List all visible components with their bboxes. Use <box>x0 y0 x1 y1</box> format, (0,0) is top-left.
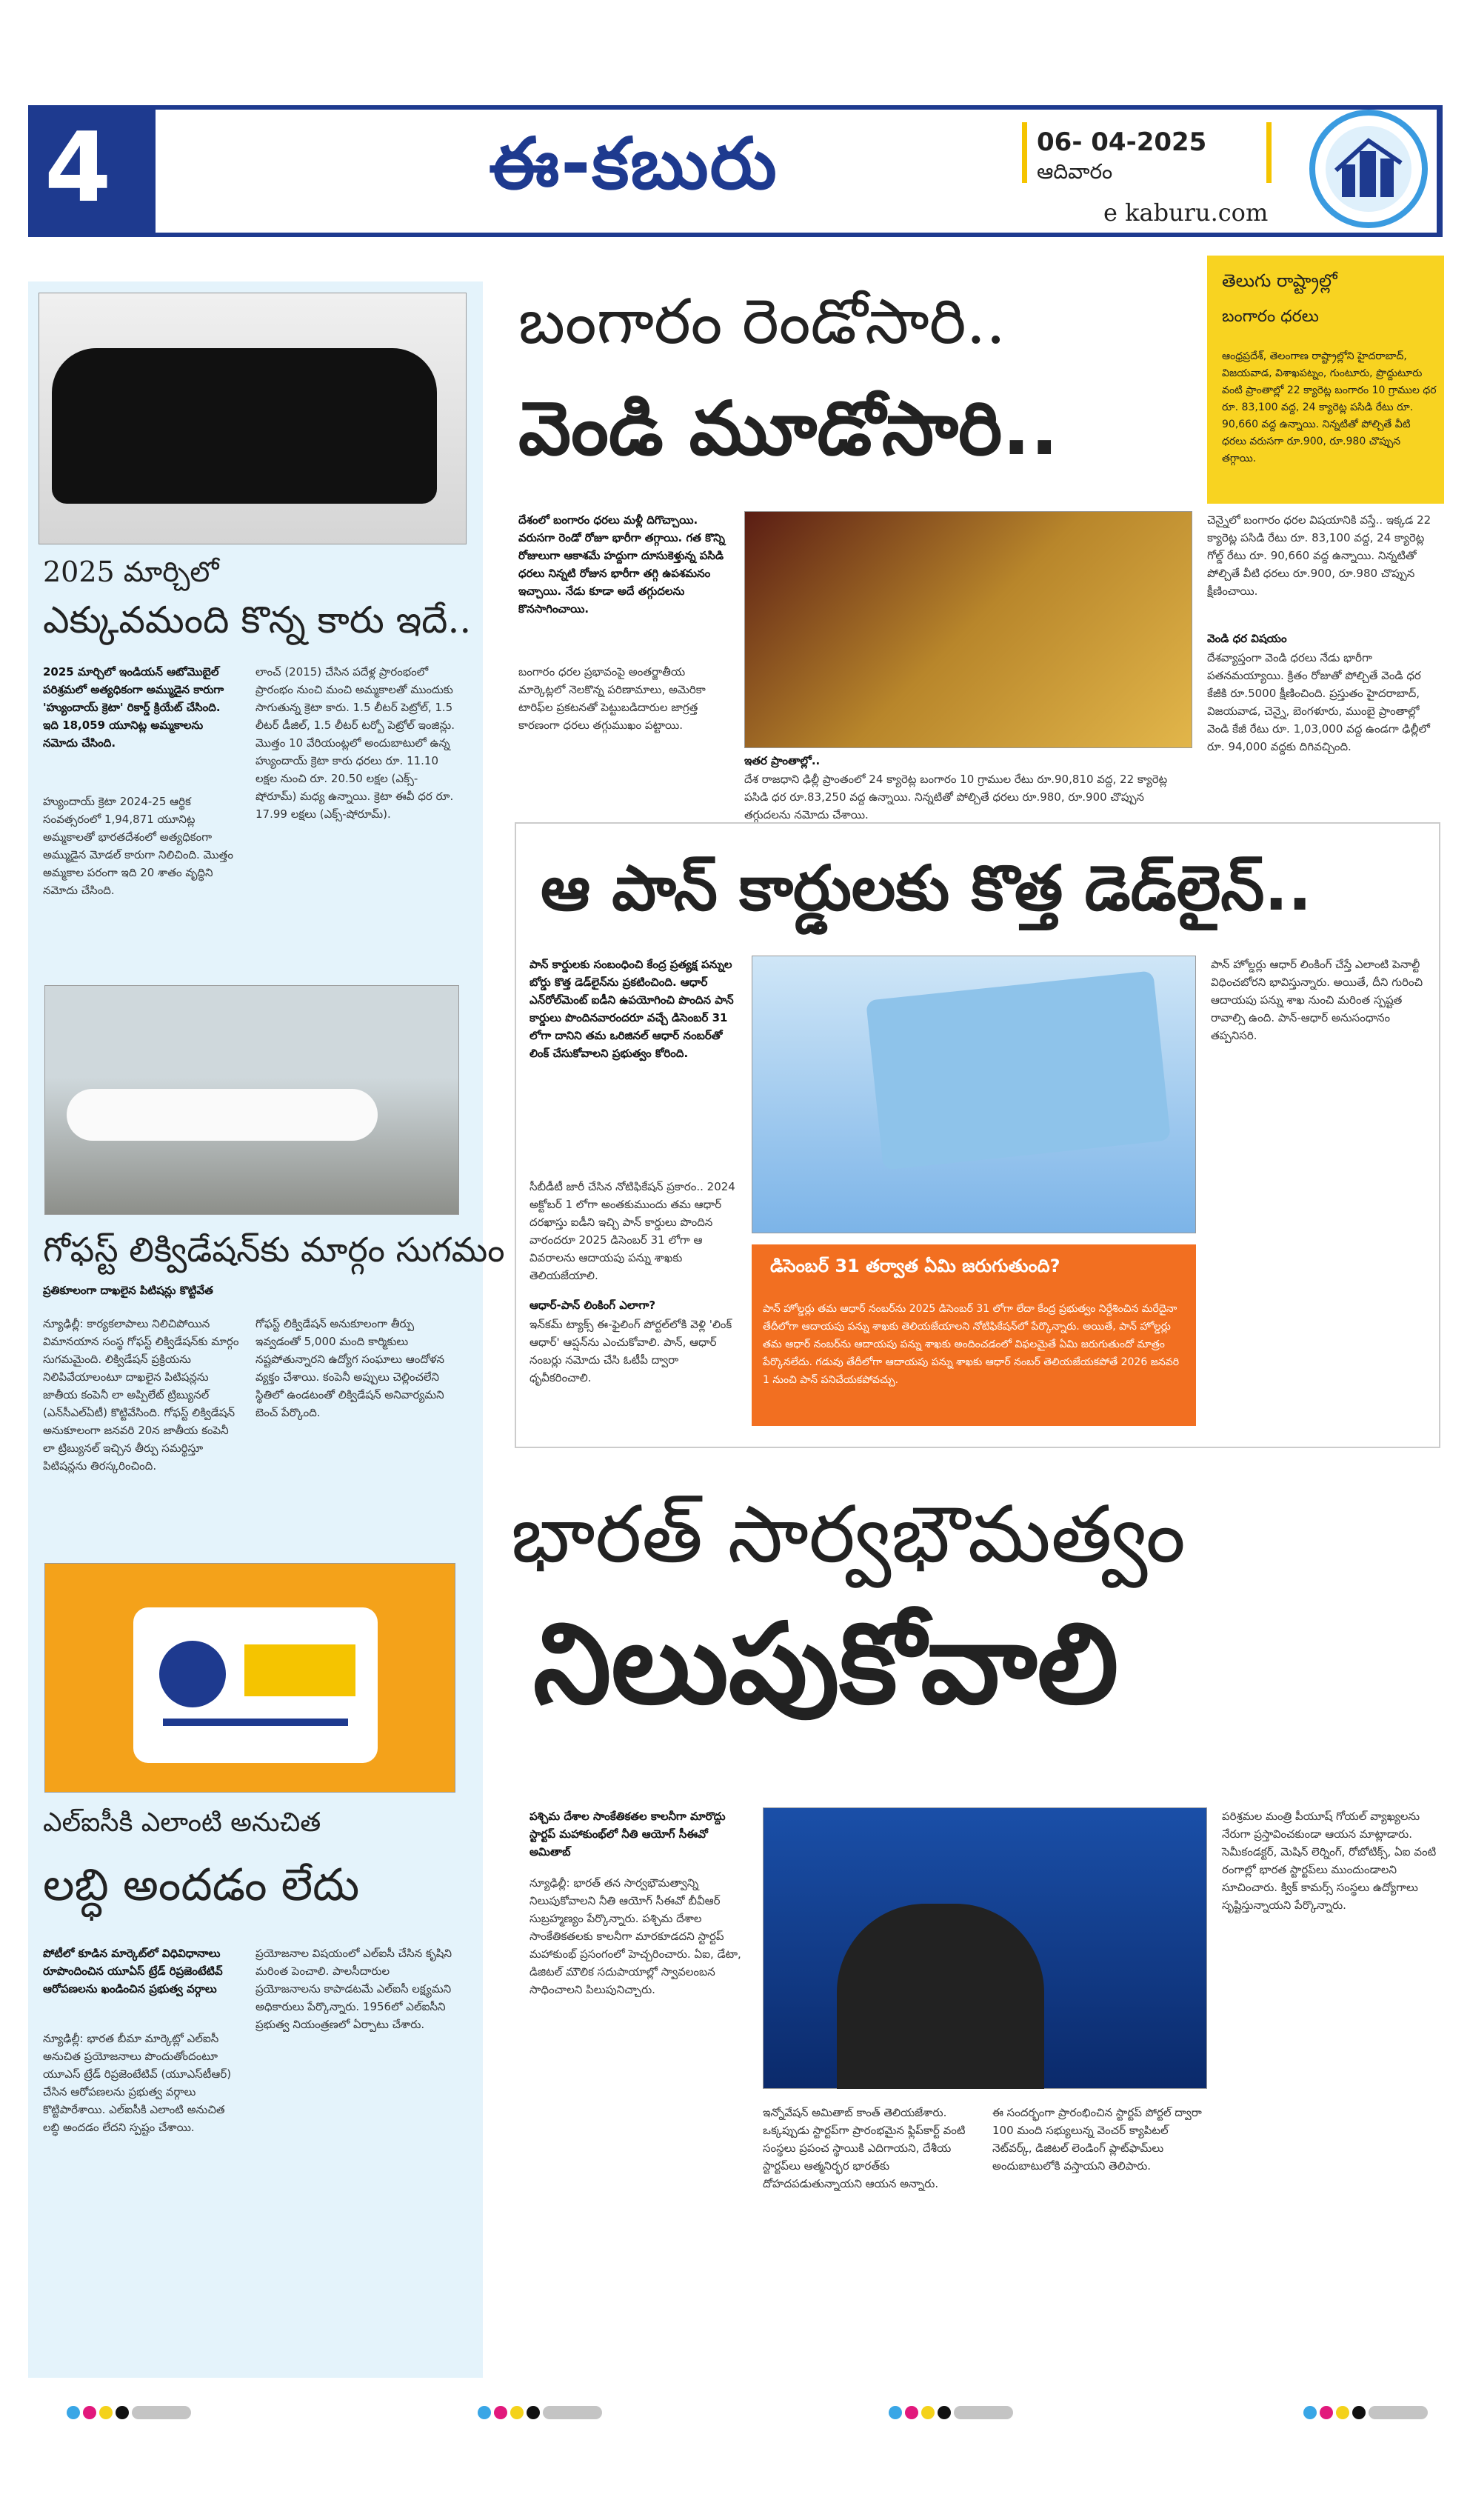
buildings-icon <box>1326 126 1411 212</box>
highlight-box-text: పాన్ హోల్డర్లు తమ ఆధార్ నంబర్‌ను 2025 డిసెంబర్ 31 లోగా లేదా కేంద్ర ప్రభుత్వం నిర్దేశించిన మరేదైనా తేదీలోగా ఆదాయపు పన్ను శాఖకు తెలియజేయాలని నోటిఫికేషన్‌లో పేర్కొన్నారు. అయితే, పాన్ హోల్డర్లు తమ ఆధార్ నంబర్‌ను ఆదాయపు పన్ను శాఖకు అందించడంలో విఫలమైతే ఏమి జరుగుతుందో మాత్రం పేర్కొనలేదు. గడువు తేదీలోగా ఆదాయపు పన్ను శాఖకు ఆధార్ నంబర్ తెలియజేయకపోతే 2026 జనవరి 1 నుంచి పాన్ పనిచేయకపోవచ్చు. <box>763 1303 1179 1386</box>
divider <box>1022 122 1027 183</box>
registration-swatch <box>99 2406 113 2419</box>
story-body: దేశవ్యాప్తంగా వెండి ధరలు నేడు భారీగా పతనమయ్యాయి. క్రితం రోజుతో పోల్చితే వెండి ధర కేజీకి రూ.5000 క్షీణించింది. ప్రస్తుతం హైదరాబాద్‌, విజయవాడ, చెన్నై, బెంగళూరు, ముంబై ప్రాంతాల్లో వెండి కేజీ రేటు రూ. 1,03,000 వద్ద ఉండగా ఢిల్లీలో రూ. 94,000 వద్దకు దిగివచ్చింది. <box>1207 651 1430 753</box>
lic-logo-icon <box>133 1607 378 1763</box>
newspaper-logo: ఈ-కబురు <box>489 122 778 205</box>
headline-kicker: ఎల్‌ఐసీకి ఎలాంటి అనుచిత <box>43 1807 321 1838</box>
story-body: చెన్నైలో బంగారం ధరల విషయానికి వస్తే.. ఇక్కడ 22 క్యారెట్ల పసిడి రేటు రూ. 83,100 వద్ద, 24 క్యారెట్ల గోల్డ్ రేటు రూ. 90,660 వద్ద ఉన్నాయి. నిన్నటితో పోల్చితే వీటి ధరలు రూ.900, రూ.980 చొప్పున క్షీణించాయి. <box>1207 513 1431 598</box>
registration-swatch <box>478 2406 491 2419</box>
speaker-silhouette <box>837 1904 1044 2089</box>
gold-jewellery-photo <box>744 511 1192 748</box>
registration-swatch <box>1369 2406 1428 2419</box>
headline-line2: వెండి మూడోసారి.. <box>518 385 1059 472</box>
story-body: న్యూఢిల్లీ: భారత్ తన సార్వభౌమత్వాన్ని నిలుపుకోవాలని నీతి ఆయోగ్ సీఈవో బీవీఆర్ సుబ్రహ్మణ్యం పేర్కొన్నారు. పశ్చిమ దేశాల సాంకేతికతలకు కాలనీగా మారకూడదని స్టార్టప్ మహాకుంభ్ ప్రసంగంలో హెచ్చరించారు. ఏఐ, డేటా, డిజిటల్ మౌలిక సదుపాయాల్లో స్వావలంబన సాధించాలని పిలుపునిచ్చారు. <box>529 1876 741 1996</box>
plane-shape <box>67 1089 378 1141</box>
registration-swatch <box>543 2406 602 2419</box>
registration-swatch <box>510 2406 524 2419</box>
headline: గోఫస్ట్ లిక్విడేషన్‌కు మార్గం సుగమం <box>43 1230 505 1270</box>
photo-caption: ఇతర ప్రాంతాల్లో.. <box>744 754 821 767</box>
story-body: న్యూఢిల్లీ: భారత బీమా మార్కెట్లో ఎల్‌ఐసీ అనుచిత ప్రయోజనాలు పొందుతోందంటూ యూఎస్ ట్రేడ్ రిప్రజెంటేటివ్ (యూఎస్‌టీఆర్) చేసిన ఆరోపణలను ప్రభుత్వ వర్గాలు కొట్టిపారేశాయి. ఎల్‌ఐసీకి ఎలాంటి అనుచిత లబ్ధి అందడం లేదని స్పష్టం చేశాయి. <box>43 2032 232 2134</box>
registration-swatch <box>116 2406 129 2419</box>
car-shape <box>52 348 437 504</box>
story-subhead: ఆధార్-పాన్ లింకింగ్ ఎలాగా? <box>529 1299 656 1312</box>
issue-date: 06- 04-2025 <box>1037 127 1207 157</box>
story-body: హ్యుందాయ్ క్రెటా 2024-25 ఆర్థిక సంవత్సరంలో 1,94,871 యూనిట్ల అమ్మకాలతో భారతదేశంలో అత్యధికంగా అమ్ముడైన మోడల్ కారుగా నిలిచింది. మొత్తం అమ్మకాల పరంగా ఇది 20 శాతం వృద్ధిని నమోదు చేసింది. <box>43 795 233 897</box>
registration-swatch <box>1352 2406 1366 2419</box>
headline-line2: నిలుపుకోవాలి <box>533 1600 1119 1729</box>
headline: లబ్ధి అందడం లేదు <box>43 1859 360 1911</box>
story-body: ఈ సందర్భంగా ప్రారంభించిన స్టార్టప్ పోర్టల్ ద్వారా 100 మంది సభ్యులున్న వెంచర్ క్యాపిటల్ నెట్‌వర్క్, డిజిటల్ లెండింగ్ ప్లాట్‌ఫామ్‌లు అందుబాటులోకి వస్తాయని తెలిపారు. <box>992 2106 1202 2173</box>
registration-swatch <box>1303 2406 1317 2419</box>
info-box-subtitle: బంగారం ధరలు <box>1222 307 1319 326</box>
building-logo-inner <box>1326 126 1411 212</box>
story-body: పాన్ హోల్డర్లు ఆధార్ లింకింగ్ చేస్తే ఎలాంటి పెనాల్టీ విధించబోరని భావిస్తున్నారు. అయితే, దీని గురించి ఆదాయపు పన్ను శాఖ నుంచి మరింత స్పష్టత రావాల్సి ఉంది. పాన్-ఆధార్ అనుసంధానం తప్పనిసరి. <box>1211 958 1423 1042</box>
story-lead: దేశంలో బంగారం ధరలు మళ్లీ దిగొచ్చాయి. వరుసగా రెండో రోజూ భారీగా తగ్గాయి. గత కొన్ని రోజులుగా ఆకాశమే హద్దుగా దూసుకెళ్తున్న పసిడి ధరలు నిన్నటి రోజున భారీగా తగ్గి ఉపశమనం ఇచ్చాయి. నేడు కూడా అదే తగ్గుదలను కొనసాగించాయి. <box>518 513 725 616</box>
story-body: న్యూఢిల్లీ: కార్యకలాపాలు నిలిచిపోయిన విమానయాన సంస్థ గోఫస్ట్ లిక్విడేషన్‌కు మార్గం సుగమమైంది. లిక్విడేషన్ ప్రక్రియను నిలిపివేయాలంటూ దాఖలైన పిటిషన్లను జాతీయ కంపెనీ లా అప్పిలేట్ ట్రిబ్యునల్ (ఎన్‌సీఎల్ఏటీ) కొట్టివేసింది. గోఫస్ట్ లిక్విడేషన్ అనుకూలంగా జనవరి 20న జాతీయ కంపెనీ లా ట్రిబ్యునల్ ఇచ్చిన తీర్పు సమర్థిస్తూ పిటిషన్లను తిరస్కరించింది. <box>43 1317 239 1473</box>
site-url[interactable]: e kaburu.com <box>1103 199 1269 227</box>
info-box-title: తెలుగు రాష్ట్రాల్లో <box>1222 270 1337 291</box>
registration-swatch <box>954 2406 1013 2419</box>
registration-swatch <box>889 2406 902 2419</box>
story-body: దేశ రాజధాని ఢిల్లీ ప్రాంతంలో 24 క్యారెట్ల బంగారం 10 గ్రాముల రేటు రూ.90,810 వద్ద, 22 క్యారెట్ల పసిడి ధర రూ.83,250 వద్ద ఉన్నాయి. నిన్నటితో పోల్చితే ధరలు రూ.980, రూ.900 చొప్పున తగ్గుదలను నమోదు చేశాయి. <box>744 773 1168 821</box>
story-body: ఇన్‌కమ్ ట్యాక్స్ ఈ-ఫైలింగ్ పోర్టల్‌లోకి వెళ్లి 'లింక్ ఆధార్' ఆప్షన్‌ను ఎంచుకోవాలి. పాన్, ఆధార్ నంబర్లు నమోదు చేసి ఓటీపీ ద్వారా ధృవీకరించాలి. <box>529 1318 732 1384</box>
highlight-box-title: డిసెంబర్ 31 తర్వాత ఏమి జరుగుతుంది? <box>770 1256 1060 1276</box>
story-body: ప్రయోజనాల విషయంలో ఎల్‌ఐసీ చేసిన కృషిని మరింత పెంచాలి. పాలసీదారుల ప్రయోజనాలను కాపాడటమే ఎల్‌ఐసీ లక్ష్యమని అధికారులు పేర్కొన్నారు. 1956లో ఎల్‌ఐసీని ప్రభుత్వ నియంత్రణలో ఏర్పాటు చేశారు. <box>255 1947 452 2031</box>
registration-swatch <box>1336 2406 1349 2419</box>
registration-swatch <box>132 2406 191 2419</box>
story-body: లాంచ్ (2015) చేసిన పదేళ్ల ప్రారంభంలో ప్రారంభం నుంచి మంచి అమ్మకాలతో ముందుకు సాగుతున్న క్రెటా కారు. 1.5 లీటర్ పెట్రోల్, 1.5 లీటర్ డీజిల్, 1.5 లీటర్ టర్బో పెట్రోల్ ఇంజిన్లు. మొత్తం 10 వేరియంట్లలో అందుబాటులో ఉన్న హ్యుందాయ్ క్రెటా కారు ధరలు రూ. 11.10 లక్షల నుంచి రూ. 20.50 లక్షల (ఎక్స్-షోరూమ్) మధ్య ఉన్నాయి. క్రెటా ఈవీ ధర రూ. 17.99 లక్షలు (ఎక్స్-షోరూమ్). <box>255 665 455 821</box>
registration-swatch <box>921 2406 935 2419</box>
pan-card-shape <box>866 970 1171 1170</box>
registration-swatch <box>83 2406 96 2419</box>
headline-line1: బంగారం రెండోసారి.. <box>518 285 1006 358</box>
registration-swatch <box>905 2406 918 2419</box>
headline: ఎక్కువమంది కొన్న కారు ఇదే.. <box>43 599 472 641</box>
story-lead: 2025 మార్చిలో ఇండియన్ ఆటోమొబైల్ పరిశ్రమలో అత్యధికంగా అమ్ముడైన కారుగా 'హ్యుందాయ్ క్రెటా' రికార్డ్ క్రియేట్ చేసింది. ఇది 18,059 యూనిట్ల అమ్మకాలను నమోదు చేసింది. <box>43 665 224 750</box>
registration-swatch <box>527 2406 540 2419</box>
issue-day: ఆదివారం <box>1037 159 1113 184</box>
divider <box>1266 122 1272 183</box>
story-lead: పాన్ కార్డులకు సంబంధించి కేంద్ర ప్రత్యక్ష పన్నుల బోర్డు కొత్త డెడ్‌లైన్‌ను ప్రకటించింది. ఆధార్ ఎన్‌రోల్‌మెంట్ ఐడీని ఉపయోగించి పొందిన పాన్ కార్డులు పొందినవారందరూ వచ్చే డిసెంబర్ 31 లోగా దానిని తమ ఒరిజినల్ ఆధార్ నంబర్‌తో లింక్ చేసుకోవాలని ప్రభుత్వం కోరింది. <box>529 958 734 1060</box>
story-subhead: వెండి ధర విషయం <box>1207 632 1287 645</box>
registration-swatch <box>1320 2406 1333 2419</box>
story-body: బంగారం ధరల ప్రభావంపై అంతర్జాతీయ మార్కెట్లలో నెలకొన్న పరిణామాలు, అమెరికా టారిఫ్‌ల ప్రకటనతో పెట్టుబడిదారుల జాగ్రత్త కారణంగా ధరలు తగ్గుముఖం పట్టాయి. <box>518 665 706 732</box>
story-body: సీబీడీటీ జారీ చేసిన నోటిఫికేషన్ ప్రకారం.. 2024 అక్టోబర్ 1 లోగా అంతకుముందు తమ ఆధార్ దరఖాస్తు ఐడీని ఇచ్చి పాన్ కార్డులు పొందిన వారందరూ 2025 డిసెంబర్ 31 లోగా ఆ వివరాలను ఆదాయపు పన్ను శాఖకు తెలియజేయాలి. <box>529 1180 735 1282</box>
registration-swatch <box>67 2406 80 2419</box>
lic-logo-card <box>133 1607 378 1763</box>
story-subhead: ప్రతికూలంగా దాఖలైన పిటిషన్లు కొట్టివేత <box>43 1284 213 1297</box>
headline-kicker: 2025 మార్చిలో <box>43 556 219 588</box>
page-number: 4 <box>44 111 112 224</box>
info-box-text: ఆంధ్రప్రదేశ్, తెలంగాణ రాష్ట్రాల్లోని హైదరాబాద్, విజయవాడ, విశాఖపట్నం, గుంటూరు, ప్రొద్దుటూరు వంటి ప్రాంతాల్లో 22 క్యారెట్ల బంగారం 10 గ్రాముల ధర రూ. 83,100 వద్ద, 24 క్యారెట్ల పసిడి రేటు రూ. 90,660 వద్ద ఉన్నాయి. నిన్నటితో పోల్చితే వీటి ధరలు వరుసగా రూ.900, రూ.980 చొప్పున తగ్గాయి. <box>1222 350 1437 464</box>
story-body: ఇన్నోవేషన్ అమితాబ్ కాంత్ తెలియజేశారు. ఒక్కప్పుడు స్టార్టప్‌గా ప్రారంభమైన ఫ్లిప్‌కార్ట్ వంటి సంస్థలు ప్రపంచ స్థాయికి ఎదిగాయని, దేశీయ స్టార్టప్‌లు ఆత్మనిర్భర భారత్‌కు దోహదపడుతున్నాయని ఆయన అన్నారు. <box>763 2106 966 2190</box>
story-lead: పోటీలో కూడిన మార్కెట్‌లో విధివిధానాలు రూపొందించిన యూఏస్ ట్రేడ్ రిప్రజెంటేటివ్ ఆరోపణలను ఖండించిన ప్రభుత్వ వర్గాలు <box>43 1947 223 1996</box>
story-body: గోఫస్ట్ లిక్విడేషన్ అనుకూలంగా తీర్పు ఇవ్వడంతో 5,000 మంది కార్మికులు నష్టపోతున్నారని ఉద్యోగ సంఘాలు ఆందోళన వ్యక్తం చేశాయి. కంపెనీ అప్పులు చెల్లించలేని స్థితిలో ఉండటంతో లిక్విడేషన్ అనివార్యమని బెంచ్ పేర్కొంది. <box>255 1317 445 1419</box>
registration-swatch <box>494 2406 507 2419</box>
headline-line1: భారత్ సార్వభౌమత్వం <box>511 1489 1186 1580</box>
story-subhead: పశ్చిమ దేశాల సాంకేతికతల కాలనీగా మారొద్దు స్టార్టప్ మహాకుంభ్‌లో నీతి ఆయోగ్ సీఈవో అమితాబ్ <box>529 1810 726 1859</box>
headline: ఆ పాన్ కార్డులకు కొత్త డెడ్‌లైన్.. <box>541 852 1312 924</box>
story-body: పరిశ్రమల మంత్రి పీయూష్ గోయల్ వ్యాఖ్యలను నేరుగా ప్రస్తావించకుండా ఆయన మాట్లాడారు. సెమీకండక్టర్, మెషిన్ లెర్నింగ్, రోబోటిక్స్, ఏఐ వంటి రంగాల్లో భారత స్టార్టప్‌లు ముందుండాలని సూచించారు. క్విక్ కామర్స్ సంస్థలు ఉద్యోగాలు సృష్టిస్తున్నాయని పేర్కొన్నారు. <box>1222 1810 1437 1912</box>
registration-swatch <box>938 2406 951 2419</box>
